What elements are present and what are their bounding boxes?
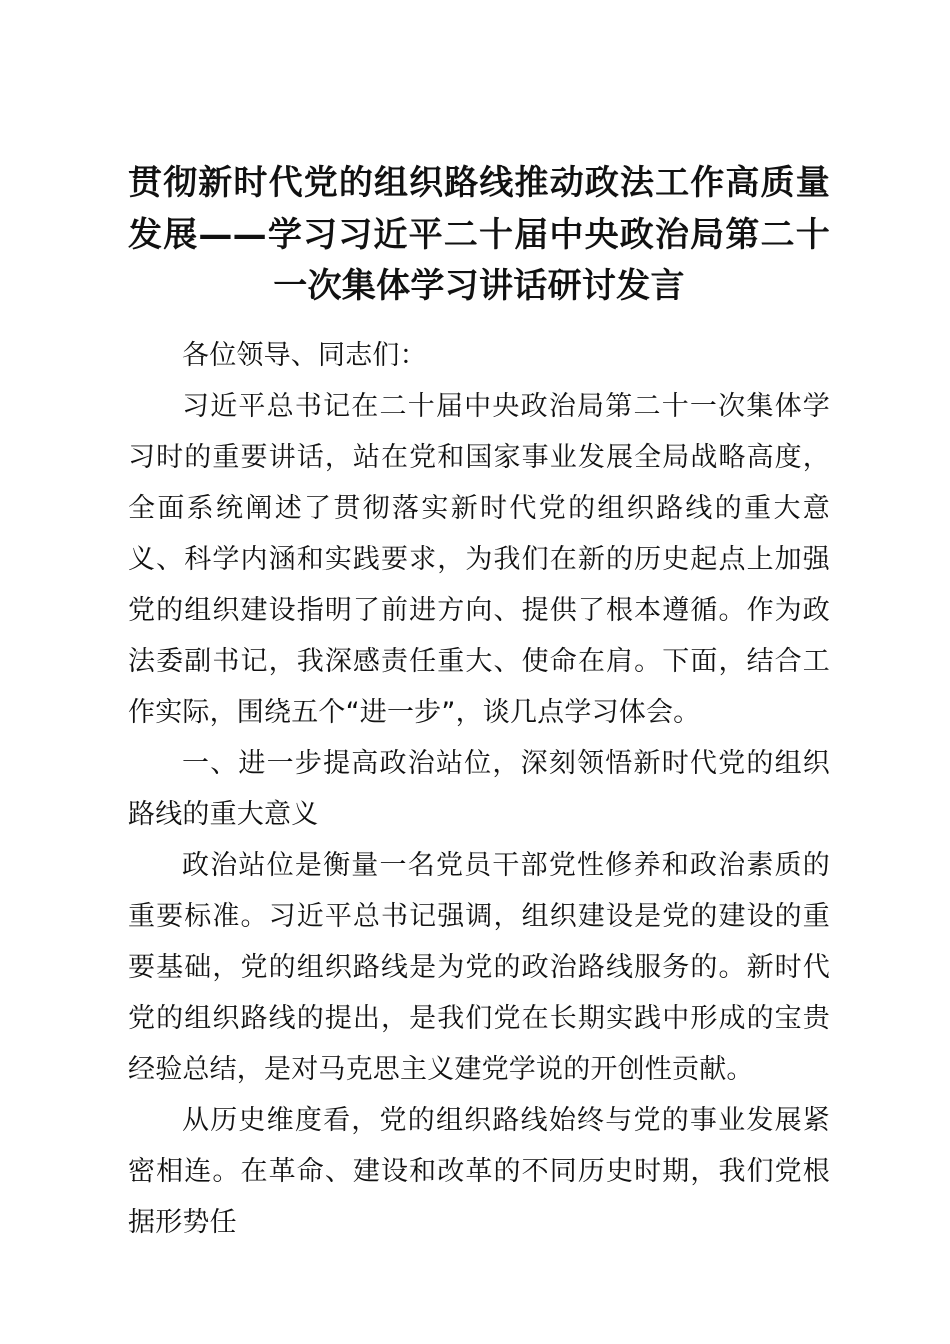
salutation: 各位领导、同志们：: [182, 340, 427, 371]
paragraph-intro: 习近平总书记在二十届中央政治局第二十一次集体学习时的重要讲话，站在党和国家事业发展全局战略高度，全面系统阐述了贯彻落实新时代党的组织路线的重大意义、科学内涵和实践要求，为我们在新的历史起点上加强党的组织建设指明了前进方向、提供了根本遵循。作为政法委副书记，我深感责任重大、使命在肩。下面，结合工作实际，围绕五个“进一步”，谈几点学习体会。: [128, 391, 830, 728]
paragraph-political-standing: 政治站位是衡量一名党员干部党性修养和政治素质的重要标准。习近平总书记强调，组织建设是党的建设的重要基础，党的组织路线是为党的政治路线服务的。新时代党的组织路线的提出，是我们党在长期实践中形成的宝贵经验总结，是对马克思主义建党学说的开创性贡献。: [128, 850, 830, 1085]
document-title: 贯彻新时代党的组织路线推动政法工作高质量发展——学习习近平二十届中央政治局第二十一次集体学习讲话研讨发言: [128, 163, 830, 306]
document-body: [128, 330, 830, 1248]
section-heading-1: 一、进一步提高政治站位，深刻领悟新时代党的组织路线的重大意义: [128, 748, 830, 830]
paragraph-historical-view: 从历史维度看，党的组织路线始终与党的事业发展紧密相连。在革命、建设和改革的不同历史时期，我们党根据形势任: [128, 1105, 830, 1238]
